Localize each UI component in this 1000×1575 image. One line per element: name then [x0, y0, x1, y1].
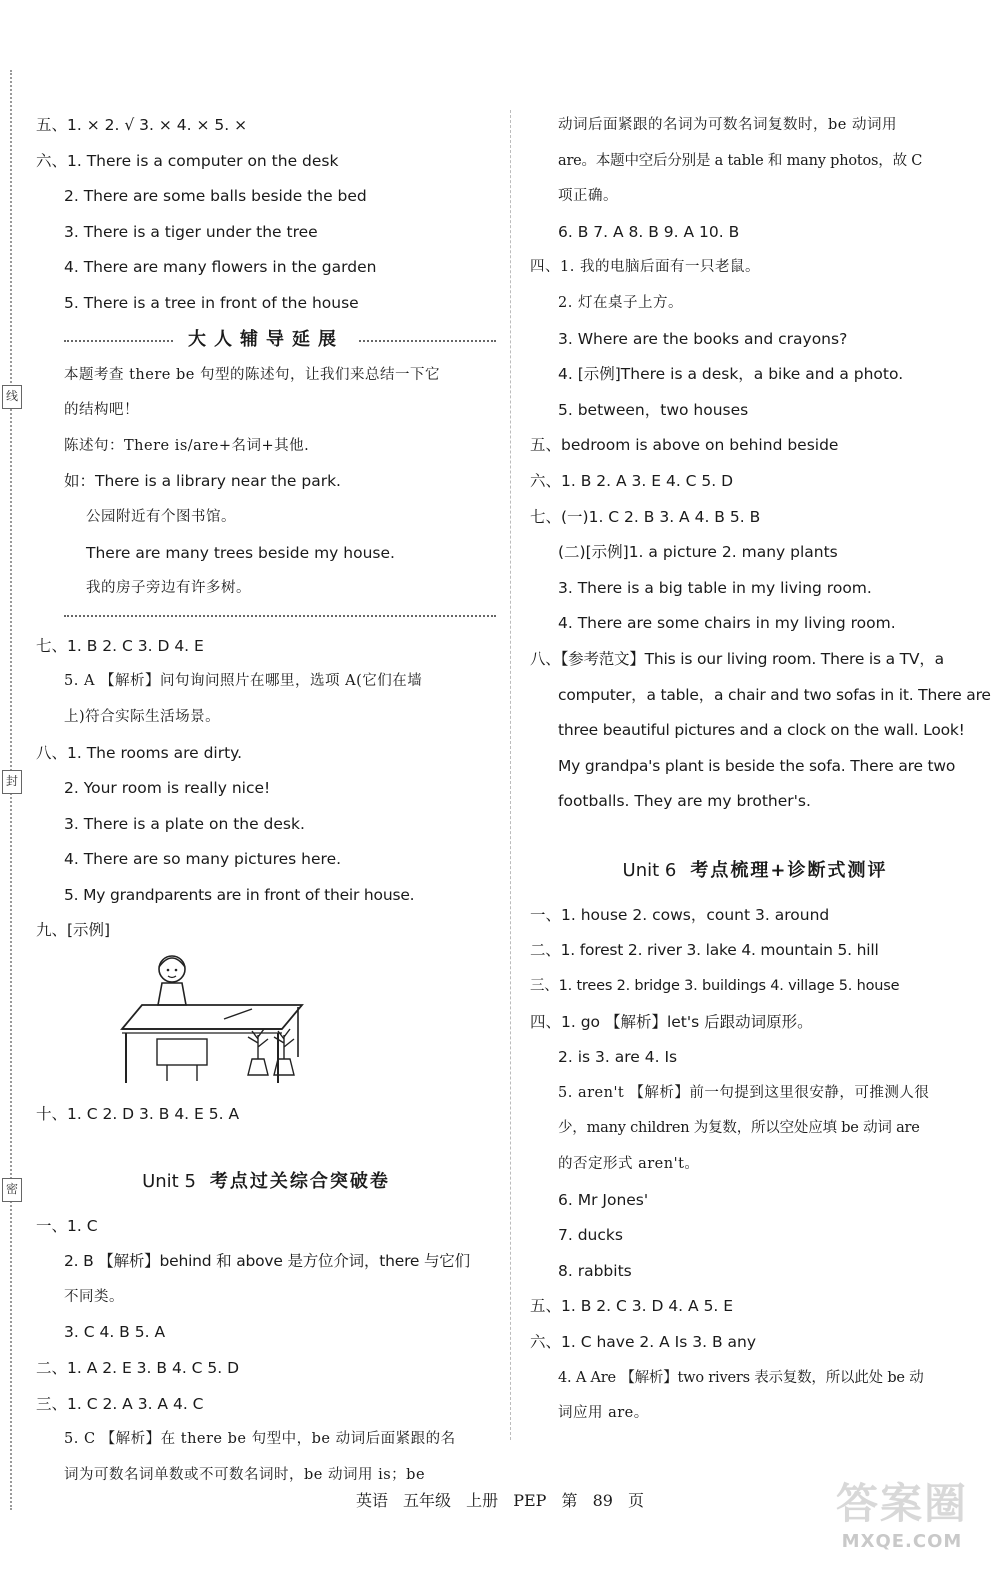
- answer-line: 十、1. C 2. D 3. B 4. E 5. A: [36, 1105, 240, 1124]
- answer-line: 2. is 3. are 4. Is: [558, 1048, 678, 1067]
- left-column: [36, 108, 496, 1493]
- tutor-line: 陈述句：There is/are+名词+其他.: [64, 437, 310, 454]
- tutor-line: 公园附近有个图书馆。: [86, 508, 236, 525]
- answer-line: 不同类。: [64, 1288, 124, 1305]
- column-divider: [510, 110, 511, 1440]
- watermark-logo: 答案圈: [835, 1479, 968, 1528]
- answer-line: 六、1. There is a computer on the desk: [36, 151, 339, 170]
- tutor-line: There are many trees beside my house.: [86, 543, 395, 562]
- answer-line: 少，many children 为复数，所以空处应填 be 动词 are: [558, 1120, 920, 1137]
- tutor-banner: [36, 322, 496, 358]
- answer-line: 项正确。: [558, 188, 618, 205]
- answer-line: 2. There are some balls beside the bed: [64, 187, 367, 206]
- answer-line: 5. C 【解析】在 there be 句型中，be 动词后面紧跟的名: [64, 1431, 456, 1448]
- answer-line: 词为可数名词单数或不可数名词时，be 动词用 is；be: [64, 1466, 426, 1483]
- answer-line: 四、1. go 【解析】let's 后跟动词原形。: [530, 1012, 813, 1031]
- answer-line: 八、1. The rooms are dirty.: [36, 743, 243, 762]
- answer-line: 七、1. B 2. C 3. D 4. E: [36, 636, 204, 655]
- answer-line: 3. There is a plate on the desk.: [64, 814, 305, 833]
- answer-line: 6. Mr Jones': [558, 1190, 649, 1209]
- answer-line: 2. B 【解析】behind 和 above 是方位介词，there 与它们: [64, 1252, 470, 1271]
- answer-line: (二)[示例]1. a picture 2. many plants: [558, 543, 838, 562]
- answer-line: 5. My grandparents are in front of their house.: [64, 885, 415, 904]
- answer-line: 上)符合实际生活场景。: [64, 708, 221, 725]
- answer-line: 的否定形式 aren't。: [558, 1156, 700, 1173]
- answer-line: three beautiful pictures and a clock on the wall. Look!: [558, 721, 965, 740]
- answer-line: 五、1. B 2. C 3. D 4. A 5. E: [530, 1297, 734, 1316]
- answer-line: 二、1. forest 2. river 3. lake 4. mountain 5. hill: [530, 941, 879, 960]
- answer-line: 3. Where are the books and crayons?: [558, 329, 848, 348]
- answer-line: 3. There is a big table in my living room.: [558, 578, 872, 597]
- answer-line: 4. There are so many pictures here.: [64, 850, 342, 869]
- answer-line: are。本题中空后分别是 a table 和 many photos，故 C: [558, 152, 923, 169]
- tutor-banner-title: 大人辅导延展: [174, 329, 358, 350]
- answer-line: 2. 灯在桌子上方。: [558, 294, 683, 311]
- answer-line: 七、(一)1. C 2. B 3. A 4. B 5. B: [530, 507, 761, 526]
- unit6-label: Unit 6: [622, 859, 677, 881]
- answer-line: 五、bedroom is above on behind beside: [530, 436, 839, 455]
- answer-line: 7. ducks: [558, 1226, 623, 1245]
- unit5-label: Unit 5: [142, 1170, 196, 1192]
- answer-line: 八、【参考范文】This is our living room. There is a TV，a: [530, 649, 944, 668]
- answer-line: footballs. They are my brother's.: [558, 792, 811, 811]
- answer-line: 5. There is a tree in front of the house: [64, 293, 359, 312]
- watermark-url: MXQE.COM: [841, 1531, 963, 1552]
- unit5-heading: [36, 1155, 496, 1209]
- margin-mark-seal: 封: [2, 770, 22, 794]
- answer-line: 2. Your room is really nice!: [64, 779, 271, 798]
- answer-line: 三、1. trees 2. bridge 3. buildings 4. village 5. house: [530, 978, 900, 995]
- answer-line: 词应用 are。: [558, 1405, 649, 1422]
- girl-at-desk-illustration: [112, 947, 322, 1087]
- answer-line: 3. There is a tiger under the tree: [64, 222, 318, 241]
- answer-line: 4. There are many flowers in the garden: [64, 258, 377, 277]
- answer-line: 4. There are some chairs in my living room.: [558, 614, 896, 633]
- answer-line: 4. [示例]There is a desk，a bike and a photo.: [558, 365, 904, 384]
- answer-line: 5. A 【解析】问句询问照片在哪里，选项 A(它们在墙: [64, 673, 423, 690]
- answer-line: 六、1. C have 2. A Is 3. B any: [530, 1333, 757, 1351]
- answer-line: My grandpa's plant is beside the sofa. There are two: [558, 756, 956, 775]
- example-drawing: [36, 949, 496, 1097]
- answer-line: 五、1. × 2. √ 3. × 4. × 5. ×: [36, 116, 248, 134]
- answer-line: 5. between，two houses: [558, 400, 749, 419]
- answer-line: 6. B 7. A 8. B 9. A 10. B: [558, 222, 740, 241]
- binding-margin: [0, 0, 28, 1575]
- answer-line: 4. A Are 【解析】two rivers 表示复数，所以此处 be 动: [558, 1369, 924, 1386]
- page-footer: 英语 五年级 上册 PEP 第 89 页: [355, 1491, 645, 1510]
- tutor-line: 如：There is a library near the park.: [64, 472, 341, 491]
- answer-line: 8. rabbits: [558, 1261, 632, 1280]
- unit6-title: 考点梳理+诊断式测评: [690, 859, 888, 881]
- answer-line: 5. aren't 【解析】前一句提到这里很安静，可推测人很: [558, 1084, 930, 1101]
- answer-line: 九、[示例]: [36, 921, 111, 940]
- answer-line: 二、1. A 2. E 3. B 4. C 5. D: [36, 1359, 240, 1378]
- unit6-heading: [530, 844, 980, 898]
- answer-line: 一、1. house 2. cows，count 3. around: [530, 905, 830, 924]
- answer-line: 3. C 4. B 5. A: [64, 1323, 166, 1342]
- answer-line: 三、1. C 2. A 3. A 4. C: [36, 1394, 204, 1413]
- answer-line: 六、1. B 2. A 3. E 4. C 5. D: [530, 471, 734, 490]
- answer-line: 一、1. C: [36, 1216, 98, 1235]
- answer-line: computer，a table，a chair and two sofas in it. There are: [558, 685, 991, 704]
- margin-mark-line: 线: [2, 385, 22, 409]
- answer-line: 四、1. 我的电脑后面有一只老鼠。: [530, 259, 760, 276]
- margin-mark-secret: 密: [2, 1178, 22, 1202]
- tutor-banner-end: [36, 607, 496, 629]
- right-column: [530, 108, 991, 1432]
- answer-line: 动词后面紧跟的名词为可数名词复数时，be 动词用: [558, 117, 897, 133]
- site-watermark: [822, 1478, 982, 1568]
- tutor-line: 的结构吧！: [64, 402, 139, 419]
- tutor-line: 我的房子旁边有许多树。: [86, 580, 251, 597]
- unit5-title: 考点过关综合突破卷: [209, 1170, 390, 1192]
- tutor-line: 本题考查 there be 句型的陈述句，让我们来总结一下它: [64, 366, 440, 383]
